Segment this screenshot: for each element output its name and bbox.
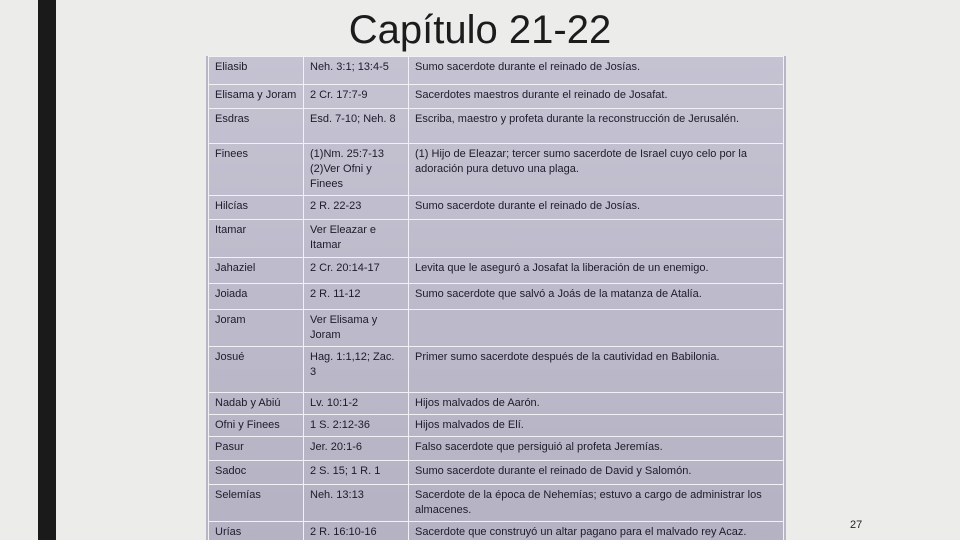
reference-cell: 2 Cr. 20:14-17	[304, 258, 409, 284]
description-cell: Escriba, maestro y profeta durante la reconstrucción de Jerusalén.	[409, 109, 784, 144]
book-page	[208, 56, 784, 540]
name-cell: Ofni y Finees	[209, 415, 304, 437]
table-row	[209, 461, 784, 485]
name-cell: Joiada	[209, 284, 304, 310]
description-cell	[409, 310, 784, 347]
table-row	[209, 144, 784, 196]
name-cell: Joram	[209, 310, 304, 347]
description-cell: Falso sacerdote que persiguió al profeta Jeremías.	[409, 437, 784, 461]
reference-cell: Neh. 13:13	[304, 485, 409, 522]
name-cell: Nadab y Abiú	[209, 393, 304, 415]
description-cell: Sacerdotes maestros durante el reinado de Josafat.	[409, 85, 784, 109]
table-row	[209, 485, 784, 522]
reference-cell: 1 S. 2:12-36	[304, 415, 409, 437]
table-row	[209, 393, 784, 415]
name-cell: Elisama y Joram	[209, 85, 304, 109]
description-cell: Sumo sacerdote durante el reinado de Josías.	[409, 196, 784, 220]
reference-cell: Neh. 3:1; 13:4-5	[304, 57, 409, 85]
description-cell	[409, 220, 784, 258]
table-row	[209, 522, 784, 540]
reference-cell: (1)Nm. 25:7-13 (2)Ver Ofni y Finees	[304, 144, 409, 196]
reference-cell: Ver Elisama y Joram	[304, 310, 409, 347]
name-cell: Hilcías	[209, 196, 304, 220]
reference-cell: Lv. 10:1-2	[304, 393, 409, 415]
description-cell: (1) Hijo de Eleazar; tercer sumo sacerdote de Israel cuyo celo por la adoración pura detuvo una plaga.	[409, 144, 784, 196]
description-cell: Sacerdote de la época de Nehemías; estuvo a cargo de administrar los almacenes.	[409, 485, 784, 522]
table-row	[209, 437, 784, 461]
description-cell: Sumo sacerdote durante el reinado de David y Salomón.	[409, 461, 784, 485]
description-cell: Sumo sacerdote que salvó a Joás de la matanza de Atalía.	[409, 284, 784, 310]
name-cell: Urías	[209, 522, 304, 540]
description-cell: Primer sumo sacerdote después de la cautividad en Babilonia.	[409, 347, 784, 393]
reference-cell: Hag. 1:1,12; Zac. 3	[304, 347, 409, 393]
table-row	[209, 57, 784, 85]
reference-cell: Ver Eleazar e Itamar	[304, 220, 409, 258]
name-cell: Selemías	[209, 485, 304, 522]
reference-cell: Jer. 20:1-6	[304, 437, 409, 461]
name-cell: Sadoc	[209, 461, 304, 485]
table-row	[209, 109, 784, 144]
page-number: 27	[850, 519, 863, 531]
table-row	[209, 310, 784, 347]
photo-of-page	[206, 56, 786, 540]
slide-title: Capítulo 21-22	[348, 8, 612, 52]
table-row	[209, 258, 784, 284]
description-cell: Hijos malvados de Aarón.	[409, 393, 784, 415]
name-cell: Finees	[209, 144, 304, 196]
table-row	[209, 85, 784, 109]
table-row	[209, 220, 784, 258]
reference-cell: 2 R. 16:10-16	[304, 522, 409, 540]
reference-cell: 2 R. 22-23	[304, 196, 409, 220]
table-row	[209, 347, 784, 393]
name-cell: Jahaziel	[209, 258, 304, 284]
name-cell: Esdras	[209, 109, 304, 144]
name-cell: Pasur	[209, 437, 304, 461]
table-row	[209, 415, 784, 437]
table-row	[209, 284, 784, 310]
priests-table	[208, 56, 784, 540]
description-cell: Levita que le aseguró a Josafat la liberación de un enemigo.	[409, 258, 784, 284]
description-cell: Sumo sacerdote durante el reinado de Josías.	[409, 57, 784, 85]
reference-cell: Esd. 7-10; Neh. 8	[304, 109, 409, 144]
description-cell: Sacerdote que construyó un altar pagano para el malvado rey Acaz.	[409, 522, 784, 540]
table-row	[209, 196, 784, 220]
name-cell: Josué	[209, 347, 304, 393]
name-cell: Itamar	[209, 220, 304, 258]
reference-cell: 2 R. 11-12	[304, 284, 409, 310]
description-cell: Hijos malvados de Elí.	[409, 415, 784, 437]
slide-accent-bar	[38, 0, 56, 540]
reference-cell: 2 Cr. 17:7-9	[304, 85, 409, 109]
reference-cell: 2 S. 15; 1 R. 1	[304, 461, 409, 485]
name-cell: Eliasib	[209, 57, 304, 85]
